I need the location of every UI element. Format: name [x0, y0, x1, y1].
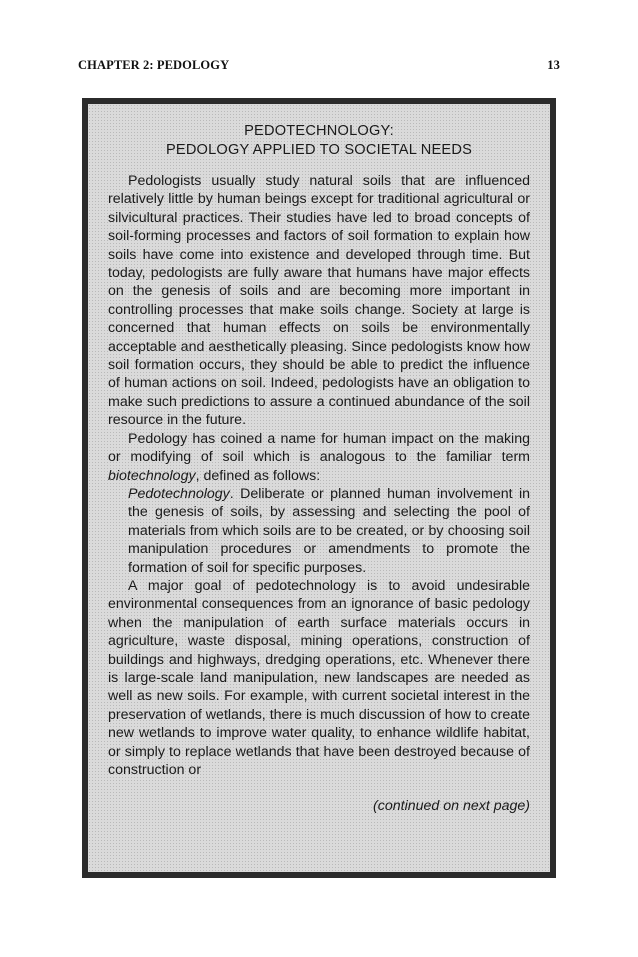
- paragraph-2-term: biotechnology: [108, 467, 196, 484]
- page-number: 13: [547, 58, 560, 72]
- paragraph-1: Pedologists usually study natural soils that are influenced relatively little by human beings except for traditional agricultural or silvicultural practices. Their studies have led to broad concepts of soil-forming processes and factors of soil formation to explain how soils have come into existence and developed through time. But today, pedologists are fully aware that humans have major effects on the genesis of soils and are becoming more important in controlling processes that make soils change. Society at large is concerned that human effects on soils be environmentally acceptable and aesthetically pleasing. Since pedologists know how soil formation occurs, they should be able to predict the influence of human actions on soil. Indeed, pedologists have an obligation to make such predictions to assure a continued abundance of the soil resource in the future.: [108, 173, 530, 429]
- sidebar-box-content: [108, 122, 530, 862]
- paragraph-2-text-after: , defined as follows:: [195, 467, 321, 484]
- definition-text: . Deliberate or planned human involvement in the genesis of soils, by assessing and selecting the pool of materials from which soils are to be created, or by choosing soil manipulation procedures or amendments to promote the formation of soil for specific purposes.: [128, 485, 530, 576]
- chapter-title: CHAPTER 2: PEDOLOGY: [78, 58, 230, 72]
- sidebar-box: [82, 98, 556, 878]
- paragraph-3: A major goal of pedotechnology is to avoid undesirable environmental consequences from an ignorance of basic pedology when the manipulation of earth surface materials occurs in agriculture, waste disposal, mining operations, construction of buildings and highways, dredging operations, etc. Whenever there is large-scale land manipulation, new landscapes are needed as well as new soils. For example, with current societal interest in the preservation of wetlands, there is much discussion of how to create new wetlands to improve water quality, to enhance wildlife habitat, or simply to replace wetlands that have been destroyed because of construction or: [108, 577, 530, 778]
- box-title-line1: PEDOTECHNOLOGY:: [244, 123, 394, 139]
- definition-term: Pedotechnology: [128, 485, 230, 502]
- definition-block: [128, 485, 530, 577]
- paragraph-2-text-before: Pedology has coined a name for human impact on the making or modifying of soil which is analogous to the familiar term: [108, 430, 530, 466]
- box-title: [108, 122, 530, 160]
- paragraph-2: [108, 430, 530, 485]
- page-header: [78, 58, 560, 73]
- box-title-line2: PEDOLOGY APPLIED TO SOCIETAL NEEDS: [165, 142, 473, 158]
- continued-note: (continued on next page): [373, 798, 530, 815]
